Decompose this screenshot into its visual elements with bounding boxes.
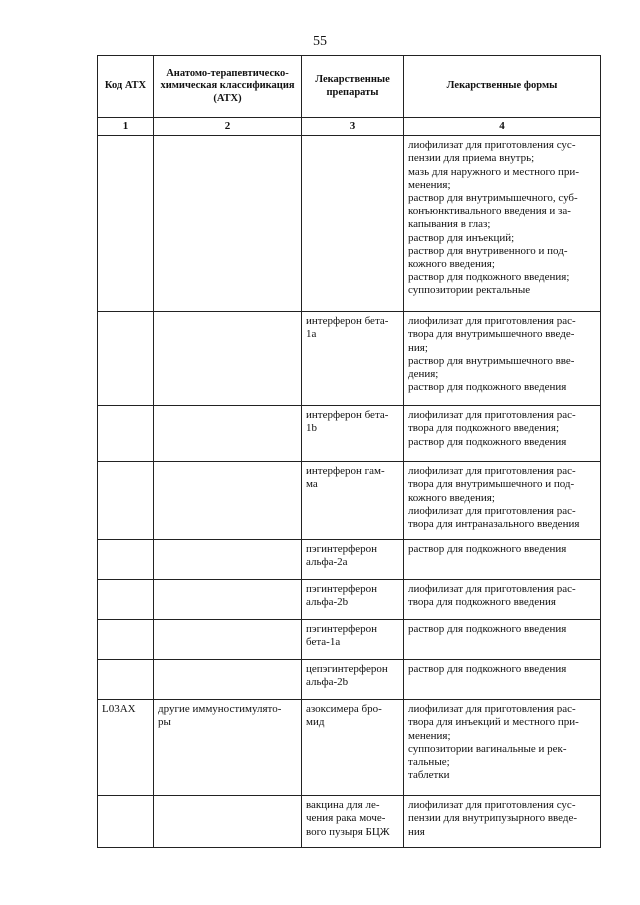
drug-cell [302,406,404,462]
forms-cell [404,462,601,540]
forms-cell [404,660,601,700]
table-row [98,540,601,580]
classification-cell [154,580,302,620]
drug-cell [302,312,404,406]
forms-cell-line: твора для внутримышечного введе- [408,328,575,341]
forms-cell-line: раствор для подкожного введения [408,435,567,448]
drug-cell-line: мид [306,716,325,729]
forms-cell-line: лиофилизат для приготовления сус- [408,139,576,152]
forms-cell-line: кожного введения; [408,258,495,271]
forms-cell [404,796,601,848]
drug-cell [302,580,404,620]
drug-cell-line: пэгинтерферон [306,583,377,596]
forms-cell-line: твора для подкожного введения [408,596,556,609]
classification-cell-line: ры [158,716,171,729]
classification-cell [154,312,302,406]
forms-cell-line: твора для инъекций и местного при- [408,716,579,729]
forms-cell-line: раствор для подкожного введения [408,623,567,636]
drug-cell-line: вакцина для ле- [306,799,380,812]
header-drugs: Лекарственные препараты [302,56,404,118]
forms-cell-line: пензии для внутрипузырного введе- [408,812,578,825]
drug-cell-line: цепэгинтерферон [306,663,388,676]
forms-cell-line: пензии для приема внутрь; [408,152,535,165]
drug-cell [302,796,404,848]
drug-cell-line: чения рака моче- [306,812,386,825]
forms-cell-line: твора для подкожного введения; [408,422,560,435]
drug-cell [302,462,404,540]
classification-cell [154,660,302,700]
forms-cell-line: твора для интраназального введения [408,518,580,531]
forms-cell-line: менения; [408,729,451,742]
atx-table [97,55,601,848]
table-row [98,462,601,540]
forms-cell-line: тальные; [408,756,450,769]
forms-cell-line: твора для внутримышечного и под- [408,478,575,491]
drug-cell-line: интерферон гам- [306,465,385,478]
forms-cell-line: раствор для внутримышечного вве- [408,354,575,367]
drug-cell-line: ма [306,478,318,491]
drug-cell-line: 1b [306,422,317,435]
drug-cell [302,540,404,580]
drug-cell-line: 1a [306,328,317,341]
code-cell [98,796,154,848]
forms-cell-line: мазь для наружного и местного при- [408,165,579,178]
forms-cell-line: таблетки [408,769,450,782]
forms-cell-line: раствор для внутримышечного, суб- [408,192,578,205]
classification-cell [154,136,302,312]
classification-cell [154,796,302,848]
drug-cell [302,620,404,660]
drug-cell-line: альфа-2b [306,676,349,689]
classification-cell [154,620,302,660]
forms-cell [404,406,601,462]
code-cell [98,620,154,660]
classification-cell-line: другие иммуностимулято- [158,703,282,716]
classification-cell [154,540,302,580]
code-cell [98,540,154,580]
forms-cell-line: менения; [408,178,451,191]
drug-cell-line: вого пузыря БЦЖ [306,825,390,838]
forms-cell-line: раствор для внутривенного и под- [408,244,568,257]
table-row [98,312,601,406]
forms-cell-line: лиофилизат для приготовления рас- [408,504,576,517]
column-number: 3 [302,118,404,136]
page-number: 55 [313,34,327,49]
classification-cell [154,462,302,540]
header-classification: Анатомо-терапевтическо-химическая классификация (АТХ) [154,56,302,118]
forms-cell-line: лиофилизат для приготовления сус- [408,799,576,812]
forms-cell-line: лиофилизат для приготовления рас- [408,409,576,422]
drug-cell-line: пэгинтерферон [306,543,377,556]
classification-cell [154,700,302,796]
header-code: Код АТХ [98,56,154,118]
column-number: 1 [98,118,154,136]
drug-cell [302,660,404,700]
forms-cell-line: кожного введения; [408,491,495,504]
forms-cell [404,312,601,406]
table-row [98,700,601,796]
forms-cell [404,620,601,660]
forms-cell-line: лиофилизат для приготовления рас- [408,583,576,596]
drug-cell-line: бета-1a [306,636,341,649]
drug-cell-line: интерферон бета- [306,315,389,328]
code-cell [98,580,154,620]
forms-cell-line: капывания в глаз; [408,218,491,231]
forms-cell-line: лиофилизат для приготовления рас- [408,315,576,328]
forms-cell-line: суппозитории ректальные [408,284,531,297]
drug-cell-line: интерферон бета- [306,409,389,422]
forms-cell [404,580,601,620]
forms-cell [404,700,601,796]
table-row [98,406,601,462]
forms-cell [404,136,601,312]
drug-cell [302,136,404,312]
header-forms: Лекарственные формы [404,56,601,118]
forms-cell-line: лиофилизат для приготовления рас- [408,465,576,478]
drug-cell-line: альфа-2a [306,556,348,569]
code-cell [98,136,154,312]
classification-cell [154,406,302,462]
drug-cell-line: пэгинтерферон [306,623,377,636]
table-body [98,136,601,848]
forms-cell-line: раствор для подкожного введения [408,663,567,676]
forms-cell-line: раствор для подкожного введения [408,381,567,394]
table-row [98,136,601,312]
forms-cell-line: раствор для подкожного введения; [408,271,570,284]
forms-cell-line: ния [408,825,425,838]
code-cell [98,660,154,700]
forms-cell-line: раствор для инъекций; [408,231,515,244]
table-row [98,580,601,620]
header-row [98,56,601,118]
forms-cell [404,540,601,580]
code-cell [98,406,154,462]
code-cell: L03AX [98,700,154,796]
table-row [98,620,601,660]
table-row [98,660,601,700]
forms-cell-line: лиофилизат для приготовления рас- [408,703,576,716]
column-number: 2 [154,118,302,136]
drug-cell [302,700,404,796]
code-cell [98,462,154,540]
forms-cell-line: раствор для подкожного введения [408,543,567,556]
forms-cell-line: дения; [408,368,439,381]
column-number: 4 [404,118,601,136]
table-row [98,796,601,848]
drug-cell-line: азоксимера бро- [306,703,382,716]
code-cell [98,312,154,406]
forms-cell-line: суппозитории вагинальные и рек- [408,742,567,755]
drug-cell-line: альфа-2b [306,596,349,609]
column-number-row [98,118,601,136]
forms-cell-line: ния; [408,341,428,354]
forms-cell-line: конъюнктивального введения и за- [408,205,571,218]
